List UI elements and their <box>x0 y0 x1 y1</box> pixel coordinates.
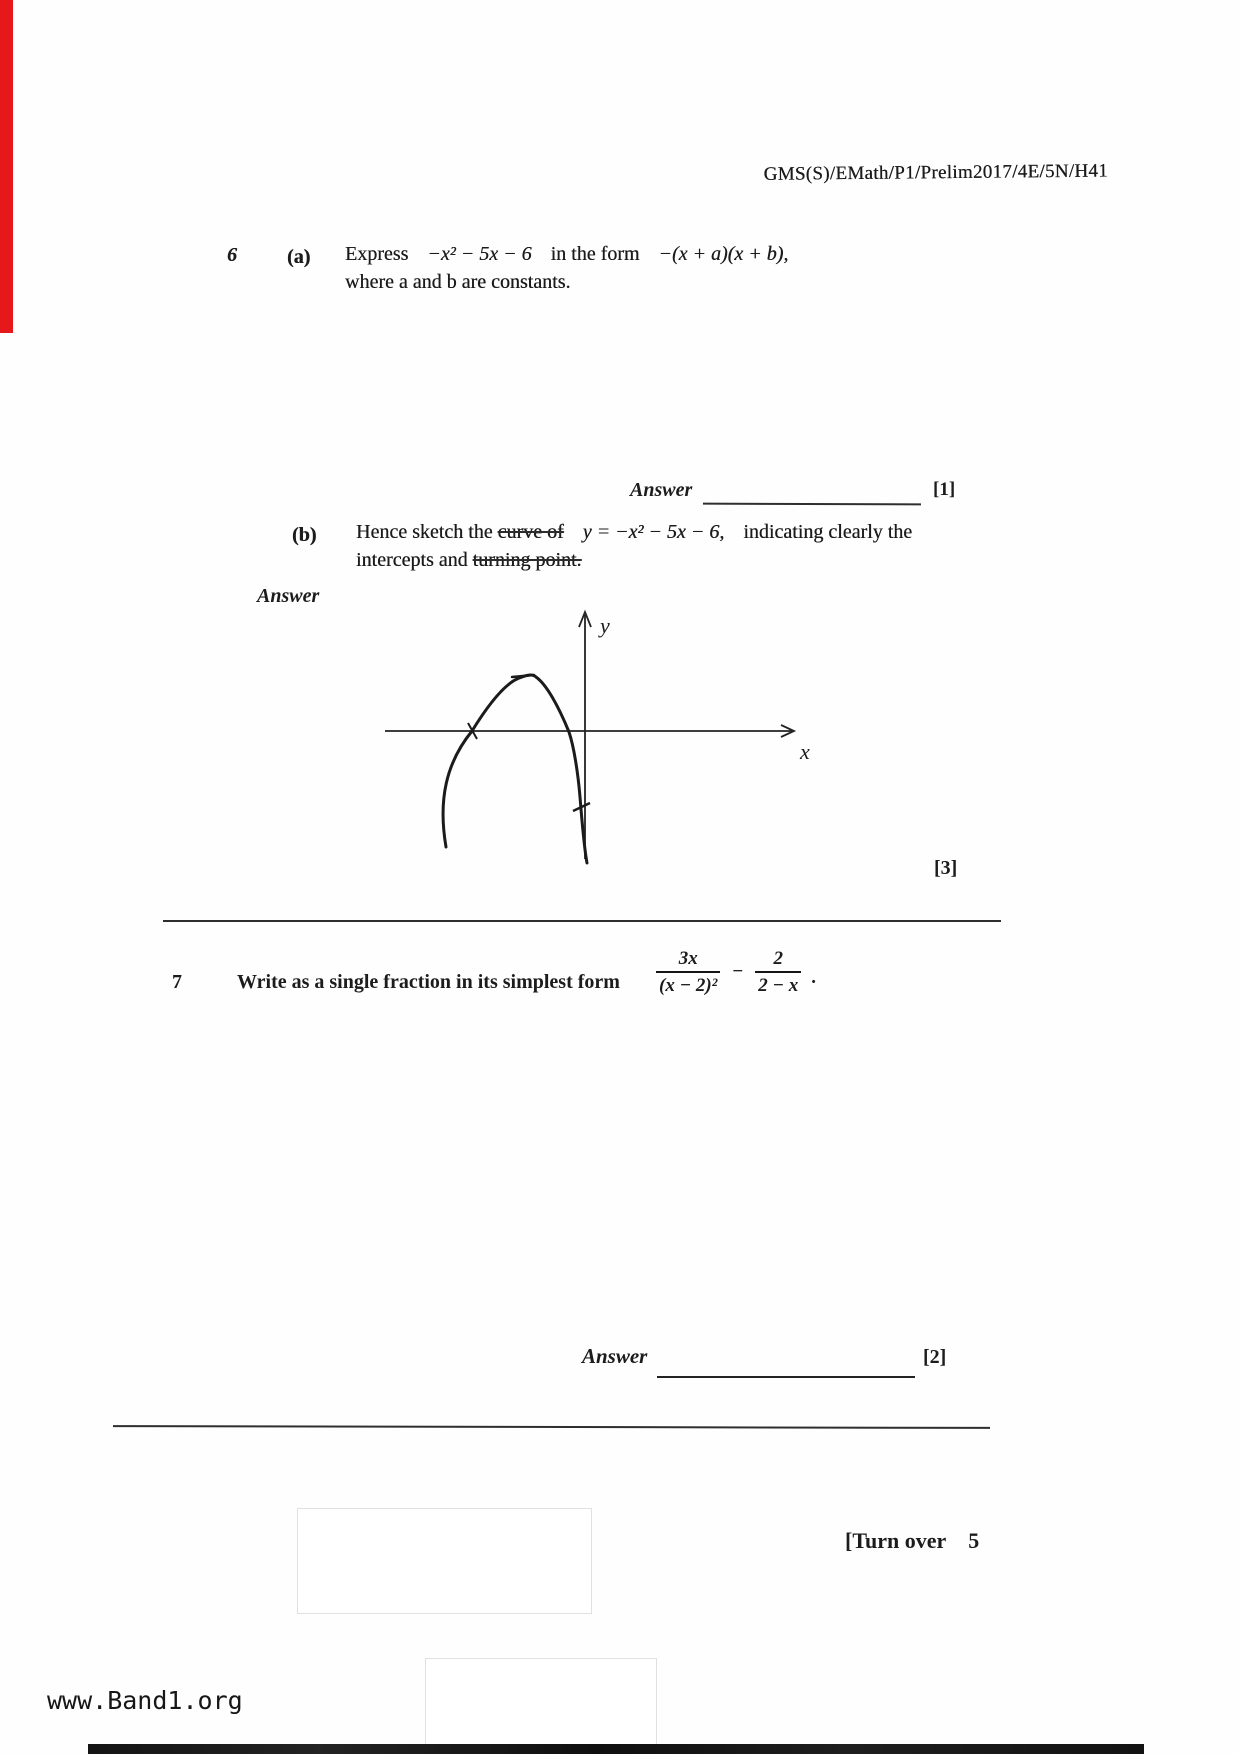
question-6b-text-line1 <box>356 521 912 544</box>
fraction-1-numerator: 3x <box>678 948 698 969</box>
q6a-marks-badge: [1] <box>933 479 956 500</box>
q6b-answer-label: Answer <box>257 585 320 607</box>
q6a-answer-blank-line <box>703 480 921 506</box>
question-6a-text-line2: where a and b are constants. <box>345 271 571 293</box>
q6b-line2-pre: intercepts and <box>356 549 468 571</box>
parabola-curve <box>443 675 587 863</box>
y-axis-label: y <box>600 613 610 638</box>
q6b-line2-struck: turning point. <box>472 549 582 571</box>
question-6b-text-line2 <box>356 549 582 572</box>
parabola-sketch-graph <box>380 595 830 880</box>
question-6b-label: (b) <box>292 524 317 546</box>
q7-answer-label: Answer <box>582 1344 648 1368</box>
q7-marks-badge: [2] <box>923 1346 947 1368</box>
question-6a-text-line1 <box>345 243 788 266</box>
question-6-number: 6 <box>227 244 237 266</box>
turn-over-label: [Turn over <box>845 1528 947 1553</box>
q6b-pre: Hence sketch the <box>356 521 493 543</box>
vertex-pen-mark <box>512 675 534 677</box>
scan-artifact-box <box>297 1508 592 1614</box>
fraction-2-numerator: 2 <box>773 948 783 969</box>
fraction-1-denominator: (x − 2)² <box>659 974 718 996</box>
page-number: 5 <box>968 1528 980 1553</box>
sentence-period: . <box>811 966 816 988</box>
fraction-2-denominator: 2 − x <box>758 974 799 996</box>
minus-operator: − <box>732 961 744 983</box>
q6b-marks-badge: [3] <box>934 857 958 879</box>
x-axis-label: x <box>800 739 810 764</box>
q6a-target-form: −(x + a)(x + b), <box>658 243 789 265</box>
website-watermark: www.Band1.org <box>47 1686 243 1715</box>
section-divider-rule <box>163 920 1001 922</box>
scan-red-edge-stripe <box>0 0 13 333</box>
question-7-text: Write as a single fraction in its simplest form <box>237 971 620 993</box>
paper-code-header: GMS(S)/EMath/P1/Prelim2017/4E/5N/H41 <box>763 160 1109 185</box>
q6a-answer-label: Answer <box>630 479 693 501</box>
q6a-mid: in the form <box>550 243 640 265</box>
fraction-1 <box>656 948 720 997</box>
fraction-2-bar <box>755 971 801 973</box>
fraction-1-bar <box>656 971 720 973</box>
question-7-expression <box>656 948 816 997</box>
question-6a-label: (a) <box>287 246 311 268</box>
page-bottom-rule <box>113 1425 990 1429</box>
q6a-pre: Express <box>345 243 409 265</box>
q6b-post: indicating clearly the <box>743 521 913 543</box>
fraction-2 <box>755 948 801 997</box>
scan-artifact-box <box>425 1658 657 1754</box>
q6b-curve-equation: y = −x² − 5x − 6, <box>582 521 725 543</box>
scan-bottom-dark-bar <box>88 1744 1144 1754</box>
q7-answer-blank-line <box>657 1350 915 1378</box>
turn-over-footer <box>845 1528 979 1554</box>
q6a-expression: −x² − 5x − 6 <box>427 243 532 265</box>
question-7-number: 7 <box>172 971 182 993</box>
q6b-struck-words: curve of <box>497 521 564 543</box>
